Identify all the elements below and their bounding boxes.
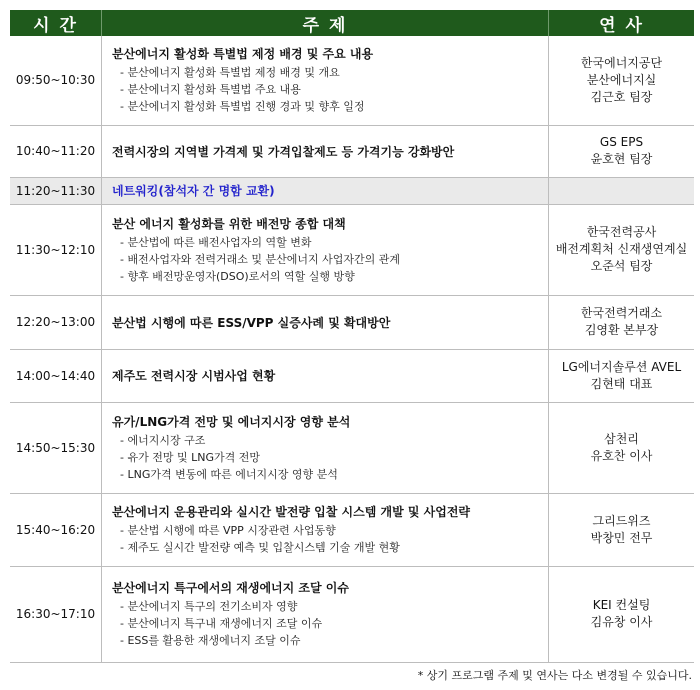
- subtopic: - 분산에너지 활성화 특별법 진행 경과 및 향후 일정: [112, 98, 547, 115]
- session-topic: [102, 295, 549, 349]
- speaker-name: 김유창 이사: [590, 615, 653, 629]
- session-speaker: [549, 566, 695, 662]
- speaker-name: 윤호현 팀장: [590, 152, 653, 166]
- subtopic: - 분산법에 따른 배전사업자의 역할 변화: [112, 234, 547, 251]
- speaker-name: 김근호 팀장: [590, 89, 653, 104]
- session-topic: [102, 204, 549, 295]
- subtopic: - 에너지시장 구조: [112, 432, 547, 449]
- session-speaker: [549, 295, 695, 349]
- speaker-org: 그리드위즈: [592, 513, 651, 528]
- session-speaker: [549, 125, 695, 177]
- session-topic: [102, 402, 549, 493]
- speaker-name: 박창민 전무: [590, 530, 653, 545]
- subtopic: - 분산에너지 활성화 특별법 주요 내용: [112, 81, 547, 98]
- session-title: 제주도 전력시장 시범사업 현황: [112, 369, 276, 383]
- session-time: 14:00~14:40: [10, 349, 102, 402]
- session-topic: [102, 177, 549, 204]
- header-topic: 주 제: [102, 10, 549, 36]
- session-subtopics: [112, 598, 547, 649]
- speaker-org: 한국에너지공단: [580, 55, 663, 70]
- session-time: 10:40~11:20: [10, 125, 102, 177]
- subtopic: - 향후 배전망운영자(DSO)로서의 역할 실행 방향: [112, 268, 547, 285]
- program-schedule: [10, 10, 692, 683]
- speaker-dept: 분산에너지실: [586, 72, 657, 87]
- table-row: [10, 125, 694, 177]
- subtopic: - 배전사업자와 전력거래소 및 분산에너지 사업자간의 관계: [112, 251, 547, 268]
- subtopic: - 분산에너지 특구내 재생에너지 조달 이슈: [112, 615, 547, 632]
- session-title: 분산법 시행에 따른 ESS/VPP 실증사례 및 확대방안: [112, 315, 391, 330]
- speaker-org: GS EPS: [599, 135, 644, 149]
- session-speaker: [549, 177, 695, 204]
- session-time: 15:40~16:20: [10, 493, 102, 566]
- networking-title: 네트워킹(참석자 간 명함 교환): [112, 184, 275, 198]
- session-speaker: [549, 349, 695, 402]
- session-speaker: [549, 36, 695, 125]
- session-title: 분산 에너지 활성화를 위한 배전망 종합 대책: [112, 216, 346, 231]
- session-speaker: [549, 204, 695, 295]
- session-topic: [102, 349, 549, 402]
- table-row: [10, 493, 694, 566]
- session-title: 분산에너지 특구에서의 재생에너지 조달 이슈: [112, 581, 349, 595]
- session-title: 전력시장의 지역별 가격제 및 가격입찰제도 등 가격기능 강화방안: [112, 144, 455, 159]
- speaker-name: 김영환 본부장: [584, 323, 659, 337]
- subtopic: - 분산에너지 특구의 전기소비자 영향: [112, 598, 547, 615]
- subtopic: - 분산에너지 활성화 특별법 제정 배경 및 개요: [112, 64, 547, 81]
- subtopic: - 분산법 시행에 따른 VPP 시장관련 사업동향: [112, 522, 547, 539]
- table-row: [10, 204, 694, 295]
- session-topic: [102, 36, 549, 125]
- session-subtopics: [112, 432, 547, 483]
- subtopic: - ESS를 활용한 재생에너지 조달 이슈: [112, 632, 547, 649]
- speaker-org: 한국전력거래소: [580, 306, 663, 320]
- session-time: 11:20~11:30: [10, 177, 102, 204]
- session-time: 11:30~12:10: [10, 204, 102, 295]
- table-row: [10, 349, 694, 402]
- table-row-networking: [10, 177, 694, 204]
- subtopic: - 제주도 실시간 발전량 예측 및 입찰시스템 기술 개발 현황: [112, 539, 547, 556]
- header-time: 시 간: [10, 10, 102, 36]
- speaker-org: 한국전력공사: [586, 225, 657, 239]
- table-header-row: [10, 10, 694, 36]
- session-speaker: [549, 402, 695, 493]
- header-speaker: 연 사: [549, 10, 695, 36]
- session-title: 분산에너지 활성화 특별법 제정 배경 및 주요 내용: [112, 47, 374, 62]
- schedule-table: [10, 10, 694, 663]
- speaker-org: LG에너지솔루션 AVEL: [561, 359, 682, 374]
- session-time: 09:50~10:30: [10, 36, 102, 125]
- subtopic: - 유가 전망 및 LNG가격 전망: [112, 449, 547, 466]
- session-subtopics: [112, 234, 547, 285]
- session-time: 12:20~13:00: [10, 295, 102, 349]
- session-title: 유가/LNG가격 전망 및 에너지시장 영향 분석: [112, 414, 351, 429]
- subtopic: - LNG가격 변동에 따른 에너지시장 영향 분석: [112, 466, 547, 483]
- table-row: [10, 566, 694, 662]
- speaker-dept: 배전계획처 신재생연계실: [555, 242, 688, 256]
- speaker-org: 삼천리: [604, 431, 639, 446]
- speaker-name: 오준석 팀장: [590, 259, 653, 273]
- footnote: * 상기 프로그램 주제 및 연사는 다소 변경될 수 있습니다.: [417, 668, 692, 682]
- speaker-org: KEI 컨설팅: [592, 598, 651, 612]
- speaker-name: 유호찬 이사: [590, 448, 653, 463]
- session-speaker: [549, 493, 695, 566]
- session-subtopics: [112, 64, 547, 115]
- table-row: [10, 36, 694, 125]
- session-topic: [102, 566, 549, 662]
- table-row: [10, 295, 694, 349]
- session-topic: [102, 493, 549, 566]
- session-title: 분산에너지 운용관리와 실시간 발전량 입찰 시스템 개발 및 사업전략: [112, 505, 471, 519]
- speaker-name: 김현태 대표: [590, 376, 653, 391]
- session-topic: [102, 125, 549, 177]
- session-time: 16:30~17:10: [10, 566, 102, 662]
- session-subtopics: [112, 522, 547, 556]
- table-row: [10, 402, 694, 493]
- session-time: 14:50~15:30: [10, 402, 102, 493]
